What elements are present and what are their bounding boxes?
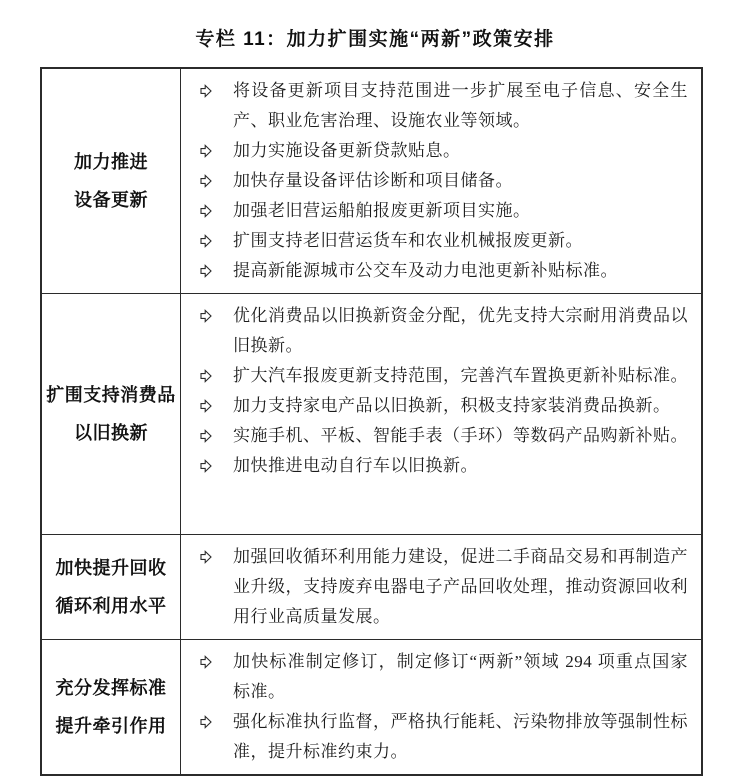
- list-item: [199, 136, 688, 166]
- bullet-list: [181, 69, 701, 293]
- right-arrow-outline-icon: [200, 204, 212, 218]
- item-text: 加快标准制定修订，制定修订“两新”领域 294 项重点国家标准。: [233, 652, 688, 701]
- list-item: [199, 226, 688, 256]
- right-arrow-outline-icon: [200, 429, 212, 443]
- item-text: 强化标准执行监督，严格执行能耗、污染物排放等强制性标准，提升标准约束力。: [233, 712, 688, 761]
- table-row: [42, 69, 701, 293]
- list-item: [199, 421, 688, 451]
- list-item: [199, 166, 688, 196]
- item-text: 加力支持家电产品以旧换新，积极支持家装消费品换新。: [233, 396, 671, 415]
- bullet-list: [181, 294, 701, 534]
- row-label: [42, 69, 181, 293]
- row-label-line: 扩围支持消费品: [46, 385, 176, 405]
- row-label-line: 充分发挥标准: [55, 678, 167, 698]
- row-label-line: 以旧换新: [74, 423, 148, 443]
- bullet-list: [181, 640, 701, 774]
- item-text: 实施手机、平板、智能手表（手环）等数码产品购新补贴。: [233, 426, 688, 445]
- right-arrow-outline-icon: [200, 309, 212, 323]
- row-label-line: 提升牵引作用: [55, 716, 167, 736]
- item-text: 加强回收循环利用能力建设，促进二手商品交易和再制造产业升级，支持废弃电器电子产品回收处理，推动资源回收利用行业高质量发展。: [233, 547, 688, 626]
- right-arrow-outline-icon: [200, 655, 212, 669]
- right-arrow-outline-icon: [200, 459, 212, 473]
- page-title: 专栏 11：加力扩围实施“两新”政策安排: [195, 29, 555, 50]
- item-text: 加快推进电动自行车以旧换新。: [233, 456, 478, 475]
- right-arrow-outline-icon: [200, 234, 212, 248]
- row-label: [42, 535, 181, 639]
- row-label: [42, 294, 181, 534]
- list-item: [199, 196, 688, 226]
- list-item: [199, 647, 688, 707]
- right-arrow-outline-icon: [200, 144, 212, 158]
- right-arrow-outline-icon: [200, 174, 212, 188]
- list-item: [199, 301, 688, 361]
- right-arrow-outline-icon: [200, 369, 212, 383]
- item-text: 加快存量设备评估诊断和项目储备。: [233, 171, 513, 190]
- list-item: [199, 542, 688, 632]
- item-text: 加强老旧营运船舶报废更新项目实施。: [233, 201, 531, 220]
- right-arrow-outline-icon: [200, 84, 212, 98]
- row-label-line: 循环利用水平: [55, 596, 167, 616]
- table-row: [42, 293, 701, 534]
- item-text: 提高新能源城市公交车及动力电池更新补贴标准。: [233, 261, 618, 280]
- right-arrow-outline-icon: [200, 550, 212, 564]
- item-text: 将设备更新项目支持范围进一步扩展至电子信息、安全生产、职业危害治理、设施农业等领域。: [233, 81, 688, 130]
- row-label: [42, 640, 181, 774]
- list-item: [199, 451, 688, 481]
- item-text: 优化消费品以旧换新资金分配，优先支持大宗耐用消费品以旧换新。: [233, 306, 688, 355]
- table-row: [42, 534, 701, 639]
- right-arrow-outline-icon: [200, 399, 212, 413]
- row-label-line: 加快提升回收: [55, 558, 167, 578]
- right-arrow-outline-icon: [200, 264, 212, 278]
- item-text: 扩围支持老旧营运货车和农业机械报废更新。: [233, 231, 583, 250]
- list-item: [199, 256, 688, 286]
- list-item: [199, 707, 688, 767]
- table-row: [42, 639, 701, 774]
- list-item: [199, 391, 688, 421]
- item-text: 扩大汽车报废更新支持范围，完善汽车置换更新补贴标准。: [233, 366, 688, 385]
- list-item: [199, 361, 688, 391]
- item-text: 加力实施设备更新贷款贴息。: [233, 141, 461, 160]
- bullet-list: [181, 535, 701, 639]
- row-label-line: 设备更新: [74, 190, 148, 210]
- policy-table: [40, 67, 703, 776]
- row-label-line: 加力推进: [74, 152, 148, 172]
- right-arrow-outline-icon: [200, 715, 212, 729]
- list-item: [199, 76, 688, 136]
